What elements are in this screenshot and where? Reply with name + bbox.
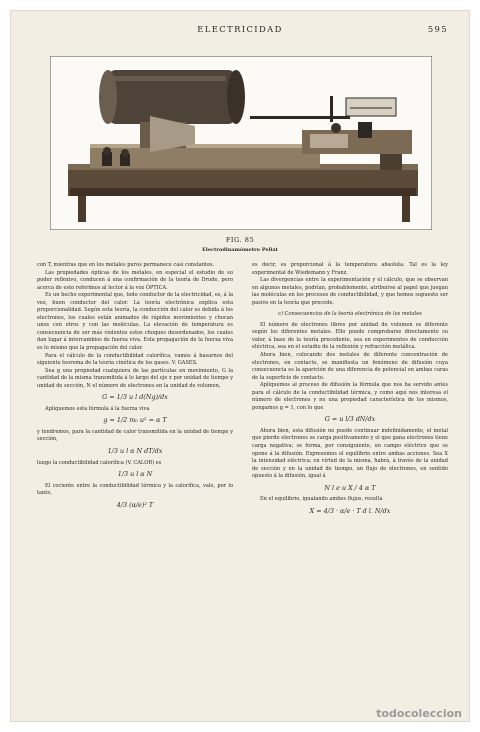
paragraph: Las propiedades ópticas de los metales, en especial el estudio de su poder reflexivo, conducen á una confirmación de la teoría de Drude, pero acerca de esto referimos al lector á la voz ÓPTICA. [37,269,233,291]
equation: G = u l/3 dN/dx [324,415,376,424]
equation: X = 4/3 · α/e · T d l. N/dx [309,506,391,515]
equation: 1/3 u l α N dT/dx [107,447,163,456]
paragraph: El número de electrones libres por unidad de volumen es diferente según los diferentes metales. Ello puede comprobarse directamente su valor, á base de la teoría precedente, sea en experimentos de conducción eléctrica, sea en el estudio de la reflexión y refracción metálica. [252,321,448,351]
paragraph: Apliquemos al proceso de difusión la fórmula que nos ha servido antes para el cálculo de la conductibilidad térmica, y como aquí nos interesa el número de electrones y no una propiedad característica de los mismos, pongamos g = 1, con lo que [252,382,448,411]
paragraph: Para el cálculo de la conductibilidad calorífica, vamos á basarnos del siguiente teorema de la teoría cinética de los gases. V. GASES. [37,352,233,367]
equation: G = 1/3 u l d(Ng)/dx [102,393,168,402]
watermark: todocoleccion [376,707,462,720]
left-text-column [37,262,233,513]
page-number: 595 [427,24,448,34]
figure-caption: Electrodinamómetro Pellat [202,247,278,253]
paragraph: El cociente entre la conductibilidad térmica y la calorífica, vale, por lo tanto, [37,482,233,497]
section-title: ELECTRICIDAD [197,24,283,34]
equation: 4/3 (α/e)² T [116,500,154,509]
figure-photo [50,56,432,230]
paragraph: con T, mientras que en los metales puros permanece casi constantes. [37,262,215,268]
paragraph: y tendremos, para la cantidad de calor transmitida en la unidad de tiempo y sección, [37,428,233,443]
paragraph: Ahora bien, colocando dos metales de diferente concentración de electrones, en contacto, se manifiesta un fenómeno de difusión cuya consecuencia es la aparición de una diferencia de potencial en ambas caras de la superficie de contacto. [252,352,448,381]
paragraph: En el equilibrio, igualando ambos flujos, resulta [260,496,383,503]
equation: 1/3 u l α N [117,470,153,479]
right-text-column [252,262,448,519]
subsection-heading: c) Consecuencias de la teoría electrónica de los metales [278,311,422,318]
paragraph: Las divergencias entre la experimentación y el cálculo, que se observan en algunos metales, podrían, probablemente, atribuirse al papel que juegan las moléculas en los procesos de conductibilidad, y que hemos supuesto ser pasivo en la teoría que precede. [252,277,448,306]
paragraph: Es un hecho experimental que, todo conductor de la electricidad, es, á la vez, buen conductor del calor. La teoría electrónica explica esta proporcionalidad. Según esta teoría, la conducción del calor es debida á los electrones, los cuales están animados de rápidos movimientos y chocan unos con otros y con las moléculas. La elevación de temperatura es consecuencia de ser más violentos estos choques desordenados, los cuales dan lugar á intercambios de fuerza viva. Esta propagación de la fuerza viva es lo mismo que la propagación del calor. [37,292,233,352]
paragraph: Ahora bien, esta difusión no puede continuar indefinidamente, el metal que pierde electrones se carga positivamente y el que gana electrones tiene carga negativa; se forma, por consiguiente, un campo eléctrico que se opone á la difusión. Expresemos el equilibrio entre ambas acciones. Sea X la intensidad eléctrica; en virtud de la misma, habrá, á través de la unidad de sección y en la unidad de tiempo, un flujo de electrones, en sentido opuesto á la difusión, igual á [252,427,448,480]
paragraph: luego la conductibilidad calorífica (V. CALOR) es [37,459,162,466]
paragraph: Apliquemos esta fórmula á la fuerza viva [45,405,150,412]
book-page [10,10,470,722]
equation: N l e u X / 4 α T [324,483,376,492]
paragraph: Sea g una propiedad cualquiera de las partículas en movimiento, G la cantidad de la misma transmitida á lo largo del eje x por unidad de tiempo y unidad de sección, N el número de electrones en la unidad de volumen, [37,367,233,389]
paragraph: es decir, es proporcional á la temperatura absoluta. Tal es la ley experimental de Wiedemann y Franz. [252,262,448,276]
figure-label: FIG. 85 [225,236,255,244]
equation: g = 1/2 m₀ u² = α T [103,416,167,425]
